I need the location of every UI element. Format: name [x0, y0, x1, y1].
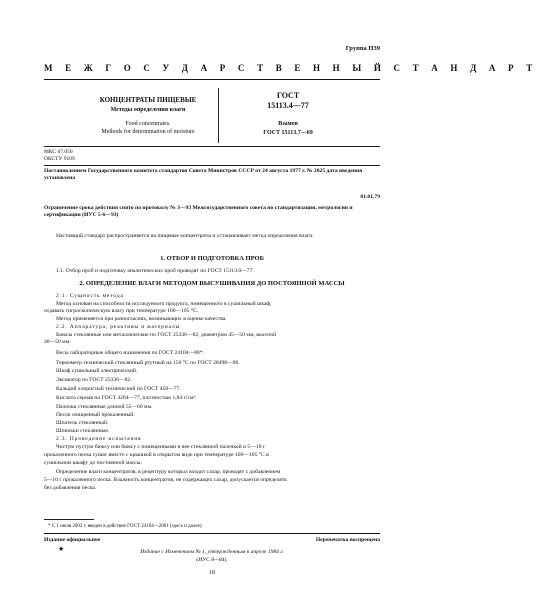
okstu-code: ОКСТУ 9109	[44, 156, 75, 162]
english-title-line-1: Food concentrates.	[125, 121, 171, 127]
amendment-ius-ref: (ИУС 8—84).	[196, 557, 228, 563]
text-line: Шпатель стеклянный.	[56, 420, 109, 426]
mks-code: МКС 67.050	[44, 149, 73, 155]
gost-label: ГОСТ	[276, 91, 300, 100]
clause-2-3-heading: 2.3. Проведение испытания	[56, 436, 142, 442]
text-line: отдавать гигроскопическую влагу при температуре 100—105 °С.	[44, 308, 199, 314]
text-line: Эксикатор по ГОСТ 25336—82.	[56, 377, 132, 383]
scope-paragraph: Настоящий стандарт распространяется на пищевые концентраты и устанавливает метод определения влаги.	[56, 233, 314, 239]
introduction-date: 01.01.79	[360, 194, 380, 200]
text-line: 40—50 мм.	[44, 339, 71, 345]
text-line: Чистую пустую бюксу или бюксу с помещенными в нее стеклянной палочкой и 5—10 г	[56, 444, 266, 450]
text-line: Кислота серная по ГОСТ 4204—77, плотностью 1,84 г/см³.	[56, 395, 197, 401]
text-line: Метод применяется при разногласиях, возникающих в оценке качества.	[56, 316, 227, 322]
document-title: КОНЦЕНТРАТЫ ПИЩЕВЫЕ	[99, 96, 197, 104]
english-title-line-2: Methods for determination of moisture	[101, 129, 195, 135]
codes-rule	[44, 165, 380, 166]
text-line: без добавления песка.	[44, 485, 97, 491]
clause-1-1: 1.1. Отбор проб и подготовку аналитических проб проводят по ГОСТ 15113.0—77.	[56, 268, 254, 274]
clause-2-2-heading: 2.2. Аппаратура, реактивы и материалы	[56, 324, 181, 330]
text-line: Метод основан на способности исследуемого продукта, помещенного в сушильный шкаф,	[56, 301, 272, 307]
document-subtitle: Методы определения влаги	[110, 107, 186, 113]
header-rule-top	[44, 79, 380, 80]
reprint-notice: Перепечатка воспрещена	[315, 537, 380, 543]
section-1-heading: 1. ОТБОР И ПОДГОТОВКА ПРОБ	[160, 255, 264, 262]
footnote: * С 1 июля 2002 г. введен в действие ГОСТ 24104—2001 (здесь и далее).	[48, 524, 203, 529]
text-line: Определение влаги концентратов, в рецептуру которых входит сахар, проводят с добавлением	[56, 469, 281, 475]
footer-rule	[44, 533, 380, 534]
replaces-standard: ГОСТ 15113.7—69	[263, 130, 313, 136]
text-line: сушильном шкафу до постоянной массы.	[44, 460, 142, 466]
limitation-note: Ограничение срока действия снято по протоколу № 3—93 Межгосударственного совета по стандартизации, метрологии и сертификации (ИУС 5-6—93)	[44, 205, 353, 219]
text-line: Термометр технический стеклянный ртутный на 150 °С по ГОСТ 28498—90.	[56, 360, 240, 366]
clause-2-1-heading: 2.1. Сущность метода	[56, 293, 124, 299]
text-line: Бюксы стеклянные или металлические по ГОСТ 25336—82, диаметром 45—50 мм, высотой	[56, 332, 277, 338]
page-number: 18	[209, 570, 215, 576]
decree-text: Постановлением Государственного комитета стандартов Совета Министров СССР от 24 августа 1977 г. № 2025 дата введения установлена	[44, 168, 363, 182]
official-edition-label: Издание официальное	[44, 537, 101, 543]
section-2-heading: 2. ОПРЕДЕЛЕНИЕ ВЛАГИ МЕТОДОМ ВЫСУШИВАНИЯ ДО ПОСТОЯННОЙ МАССЫ	[79, 280, 345, 287]
text-line: Кальций хлористый технический по ГОСТ 450—77.	[56, 386, 181, 392]
gost-number: 15113.4—77	[267, 101, 309, 110]
text-line: 5—10 г прокаленного песка. Влажность концентратов, не содержащих сахар, допускается определять	[44, 477, 287, 483]
text-line: Песок очищенный прокаленный.	[56, 412, 135, 418]
group-code: Группа Н39	[345, 45, 380, 52]
amendment-edition-note: Издание с Изменением № 1, утвержденным в апреле 1984 г.	[140, 549, 284, 555]
replaces-label: Взамен	[278, 121, 298, 127]
text-line: Палочки стеклянные длиной 55—60 мм.	[56, 404, 153, 410]
text-line: Шкаф сушильный электрический.	[56, 368, 138, 374]
footnote-rule	[44, 519, 94, 520]
star-icon: ★	[58, 545, 65, 553]
title-rule-bottom	[44, 146, 380, 147]
text-line: Весы лабораторные общего назначения по ГОСТ 24104—88*.	[56, 350, 204, 356]
text-line: прокаленного песка сушат вместе с крышкой в открытом виде при температуре 100—105 °С в	[44, 452, 269, 458]
text-line: Шпильки стеклянные.	[56, 428, 110, 434]
standard-banner: М Е Ж Г О С У Д А Р С Т В Е Н Н Ы Й С Т А Н Д А Р Т	[44, 63, 537, 73]
title-divider	[218, 88, 219, 143]
